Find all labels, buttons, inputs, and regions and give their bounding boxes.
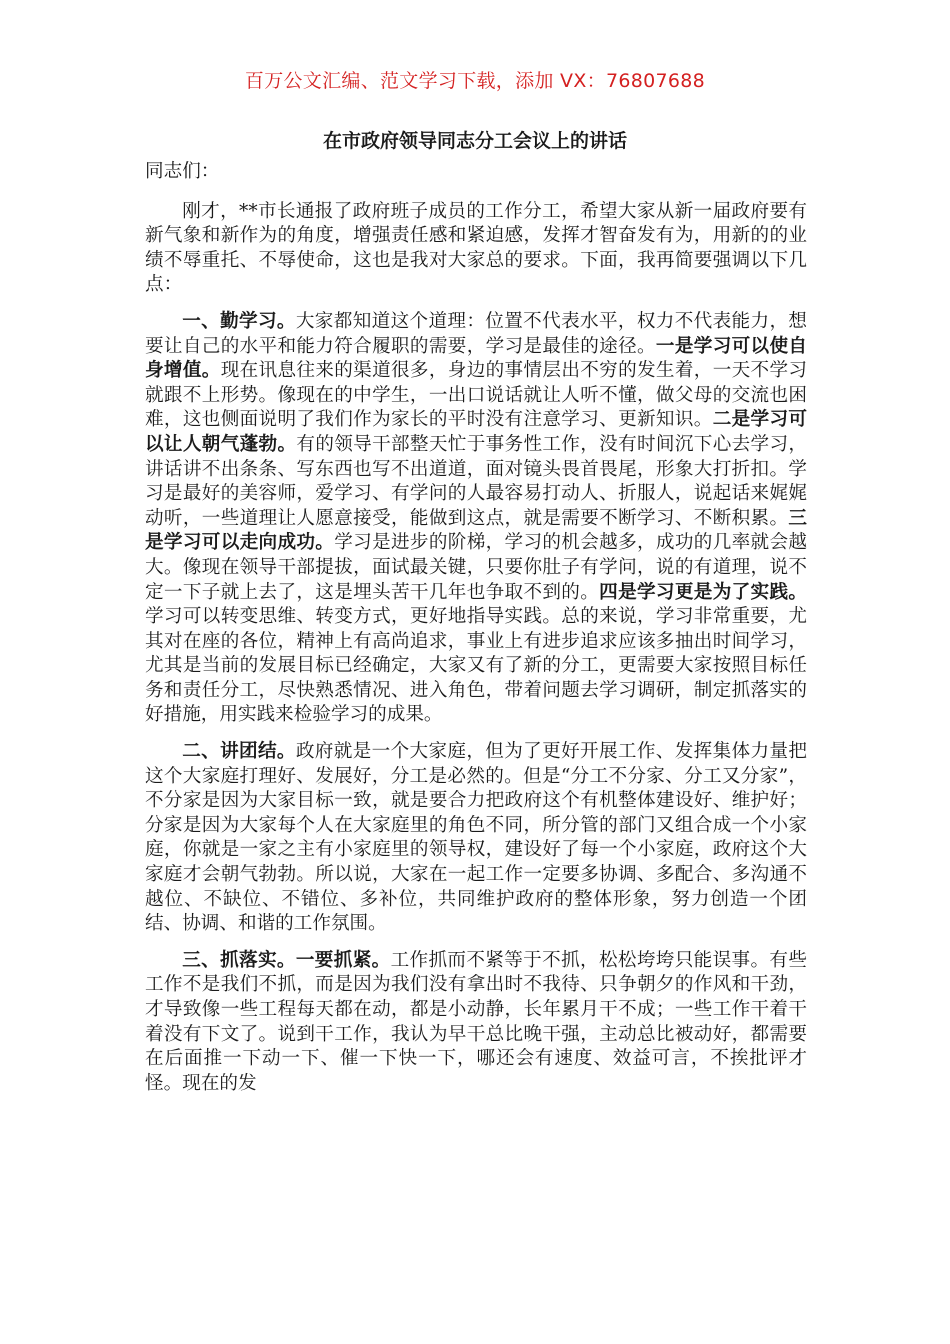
section-1-text-1: 大家都知道这个道理：位置不代表水平，权力不代表能力，想要让自己的水平和能力符合履职的需要，学习是最佳的途径。 — [145, 310, 807, 357]
section-1-text-2: 现在讯息往来的渠道很多，身边的事情层出不穷的发生着，一天不学习就跟不上形势。像现在的中学生，一出口说话就让人听不懂，做父母的交流也困难，这也侧面说明了我们作为家长的平时没有注意学习、更新知识。 — [145, 360, 807, 431]
section-1-text-3: 有的领导干部整天忙于事务性工作，没有时间沉下心去学习，讲话讲不出条条、写东西也写不出道道，面对镜头畏首畏尾，形象大打折扣。学习是最好的美容师，爱学习、有学问的人最容易打动人、折服人，说起话来娓娓动听，一些道理让人愿意接受，能做到这点，就是需要不断学习、不断积累。 — [145, 433, 807, 529]
section-1-heading: 一、勤学习。 — [182, 310, 296, 332]
section-1-paragraph — [145, 310, 807, 728]
section-3-point-1: 一要抓紧。 — [295, 949, 391, 971]
document-title: 在市政府领导同志分工会议上的讲话 — [322, 130, 627, 152]
section-1-point-4: 四是学习更是为了实践。 — [599, 581, 807, 603]
section-1-text-5: 学习可以转变思维、转变方式，更好地指导实践。总的来说，学习非常重要，尤其对在座的各位，精神上有高尚追求，事业上有进步追求应该多抽出时间学习，尤其是当前的发展目标已经确定，大家又有了新的分工，更需要大家按照目标任务和责任分工，尽快熟悉情况、进入角色，带着问题去学习调研，制定抓落实的好措施，用实践来检验学习的成果。 — [145, 606, 807, 726]
promo-header-note: 百万公文汇编、范文学习下载，添加 VX：76807688 — [244, 70, 706, 92]
section-2-heading: 二、讲团结。 — [182, 741, 296, 763]
intro-paragraph: 刚才，**市长通报了政府班子成员的工作分工，希望大家从新一届政府要有新气象和新作为的角度，增强责任感和紧迫感，发挥才智奋发有为，用新的的业绩不辱重托、不辱使命，这也是我对大家总的要求。下面，我再简要强调以下几点： — [145, 200, 807, 296]
salutation: 同志们： — [145, 161, 220, 182]
section-2-text-1: 政府就是一个大家庭，但为了更好开展工作、发挥集体力量把这个大家庭打理好、发展好，分工是必然的。但是“分工不分家、分工又分家”，不分家是因为大家目标一致，就是要合力把政府这个有机整体建设好、维护好；分家是因为大家每个人在大家庭里的角色不同，所分管的部门又组合成一个小家庭，你就是一家之主有小家庭里的领导权，建设好了每一个小家庭，政府这个大家庭才会朝气勃勃。所以说，大家在一起工作一定要多协调、多配合、多沟通不越位、不缺位、不错位、多补位，共同维护政府的整体形象，努力创造一个团结、协调、和谐的工作氛围。 — [145, 741, 807, 935]
section-1-point-3: 三是学习可以走向成功。 — [145, 507, 807, 554]
section-2-paragraph — [145, 740, 807, 937]
section-3-heading: 三、抓落实。 — [182, 949, 296, 971]
section-3-text-1: 工作抓而不紧等于不抓，松松垮垮只能误事。有些工作不是我们不抓，而是因为我们没有拿出时不我待、只争朝夕的作风和干劲，才导致像一些工程每天都在动，都是小动静，长年累月干不成；一些工作干着干着没有下文了。说到干工作，我认为早干总比晚干强，主动总比被动好，都需要在后面推一下动一下、催一下快一下，哪还会有速度、效益可言，不挨批评才怪。现在的发 — [145, 949, 807, 1094]
section-1-point-1: 一是学习可以使自身增值。 — [145, 335, 807, 382]
section-1-point-2: 二是学习可以让人朝气蓬勃。 — [145, 409, 807, 455]
document-body — [145, 160, 807, 1108]
section-1-text-4: 学习是进步的阶梯，学习的机会越多，成功的几率就会越大。像现在领导干部提拔，面试最关键，只要你肚子有学问，说的有道理，说不定一下子就上去了，这是埋头苦干几年也争取不到的。 — [145, 532, 807, 603]
section-3-paragraph — [145, 949, 807, 1097]
